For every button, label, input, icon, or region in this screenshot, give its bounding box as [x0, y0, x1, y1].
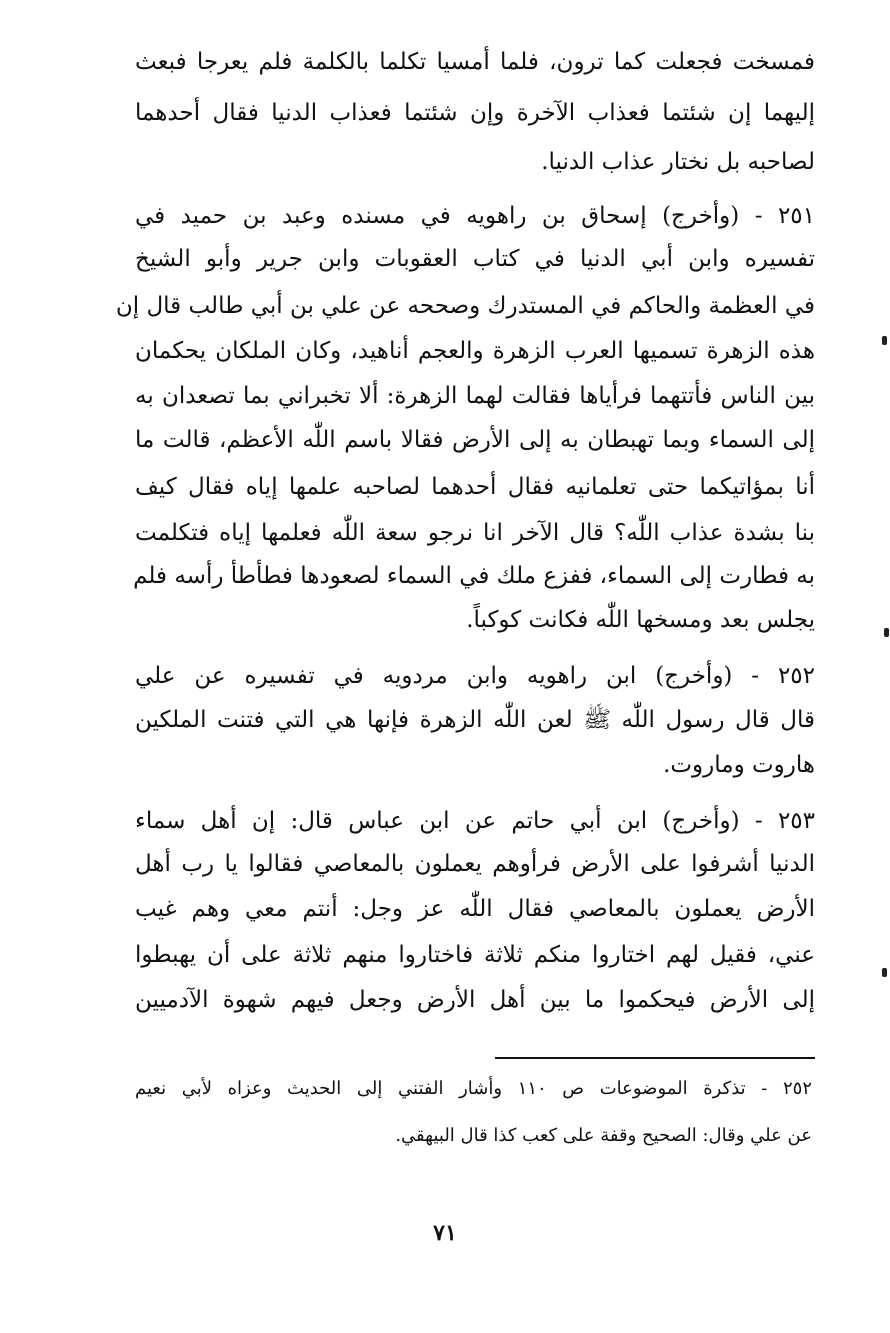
body-line: بنا بشدة عذاب اللّٰه؟ قال الآخر انا نرجو سعة اللّٰه فعلمها إياه فتكلمت: [135, 520, 815, 546]
body-line: لصاحبه بل نختار عذاب الدنيا.: [541, 149, 815, 175]
body-line: هاروت وماروت.: [663, 752, 815, 778]
scan-mark: [882, 968, 887, 977]
body-line: ٢٥١ - (وأخرج) إسحاق بن راهويه في مسنده وعبد بن حميد في: [135, 203, 815, 229]
body-line: قال قال رسول اللّٰه ﷺ لعن اللّٰه الزهرة فإنها هي التي فتنت الملكين: [135, 707, 815, 733]
body-line: فمسخت فجعلت كما ترون، فلما أمسيا تكلما بالكلمة فلم يعرجا فبعث: [135, 49, 815, 75]
body-line: تفسيره وابن أبي الدنيا في كتاب العقوبات وابن جرير وأبو الشيخ: [135, 246, 815, 272]
footnote-separator: [495, 1057, 815, 1059]
body-line: إليهما إن شئتما فعذاب الآخرة وإن شئتما فعذاب الدنيا فقال أحدهما: [135, 100, 815, 126]
body-line: في العظمة والحاكم في المستدرك وصححه عن علي بن أبي طالب قال إن: [115, 293, 815, 319]
body-line: هذه الزهرة تسميها العرب الزهرة والعجم أناهيد، وكان الملكان يحكمان: [135, 338, 815, 364]
body-line: به فطارت إلى السماء، ففزع ملك في السماء لصعودها فطأطأ رأسه فلم: [133, 563, 815, 589]
footnote-line: ٢٥٢ - تذكرة الموضوعات ص ١١٠ وأشار الفتني إلى الحديث وعزاه لأبي نعيم: [135, 1078, 812, 1099]
body-line: ٢٥٢ - (وأخرج) ابن راهويه وابن مردويه في تفسيره عن علي: [135, 663, 815, 689]
body-line: عني، فقيل لهم اختاروا منكم ثلاثة فاختاروا منهم ثلاثة على أن يهبطوا: [135, 942, 815, 968]
body-line: بين الناس فأتتهما فرأياها فقالت لهما الزهرة: ألا تخبراني بما تصعدان به: [135, 383, 815, 409]
page-number: ٧١: [433, 1220, 457, 1246]
body-line: يجلس بعد ومسخها اللّٰه فكانت كوكباً.: [466, 607, 815, 633]
footnote-line: عن علي وقال: الصحيح وقفة على كعب كذا قال البيهقي.: [395, 1125, 812, 1146]
scan-mark: [882, 336, 887, 345]
body-line: أنا بمؤاتيكما حتى تعلمانيه فقال أحدهما لصاحبه علمها إياه فقال كيف: [135, 474, 815, 500]
body-line: إلى الأرض فيحكموا ما بين أهل الأرض وجعل فيهم شهوة الآدميين: [135, 987, 815, 1013]
body-line: ٢٥٣ - (وأخرج) ابن أبي حاتم عن ابن عباس قال: إن أهل سماء: [135, 808, 815, 834]
body-line: إلى السماء وبما تهبطان به إلى الأرض فقالا باسم اللّٰه الأعظم، قالت ما: [135, 427, 815, 453]
scan-mark: [884, 628, 889, 637]
body-line: الدنيا أشرفوا على الأرض فرأوهم يعملون بالمعاصي فقالوا يا رب أهل: [135, 851, 815, 877]
body-line: الأرض يعملون بالمعاصي فقال اللّٰه عز وجل: أنتم معي وهم غيب: [135, 896, 815, 922]
